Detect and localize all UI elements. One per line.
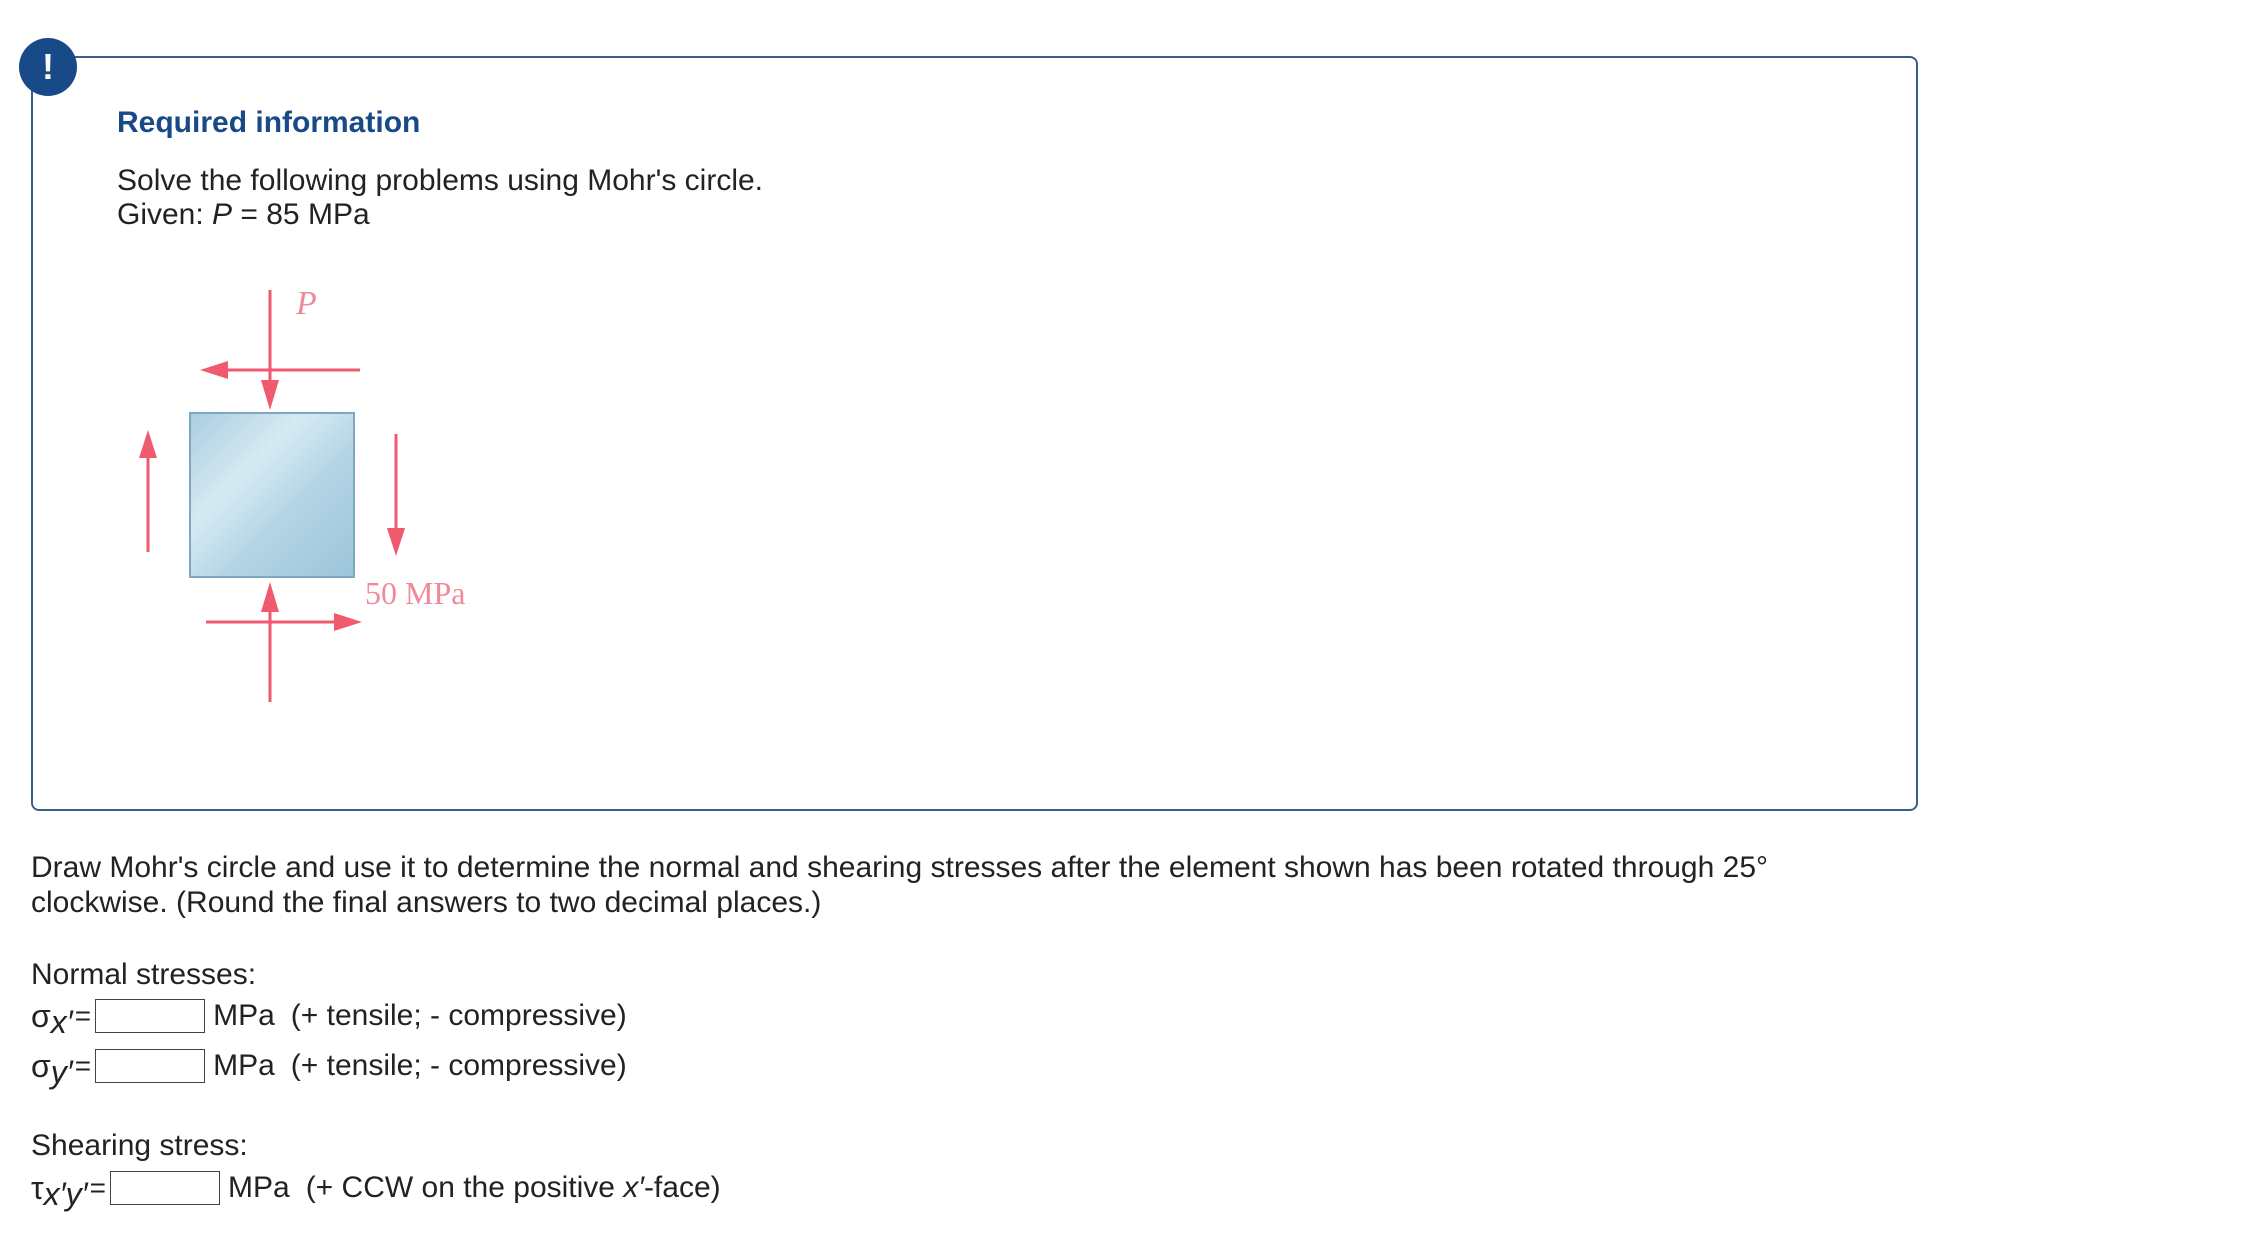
tau-letter: τ <box>31 1169 44 1206</box>
tau-xy-row <box>31 1168 721 1212</box>
sigma-y-letter: σ <box>31 1047 51 1084</box>
sigma-x-letter: σ <box>31 997 51 1034</box>
stress-element-block <box>190 413 354 577</box>
tau-xy-subscript: x′y′ <box>43 1175 88 1212</box>
tau-xy-equals: = <box>89 1172 106 1203</box>
top-load-arrow <box>261 290 279 410</box>
sigma-x-input[interactable] <box>95 999 205 1033</box>
top-shear-arrow <box>200 361 360 379</box>
info-title: Required information <box>117 106 421 139</box>
tau-xy-input[interactable] <box>110 1171 220 1205</box>
info-instruction: Solve the following problems using Mohr's circle. <box>117 164 764 197</box>
sigma-y-row <box>31 1046 627 1090</box>
sigma-x-equals: = <box>74 1000 92 1031</box>
question-text: Draw Mohr's circle and use it to determine the normal and shearing stresses after the element shown has been rotated through 25° clockwise. (Round the final answers to two decimal places.) <box>31 851 1768 919</box>
sigma-y-note: (+ tensile; - compressive) <box>290 1049 627 1082</box>
given-variable: P <box>212 198 233 231</box>
sigma-x-row <box>31 996 627 1040</box>
normal-stresses-label: Normal stresses: <box>31 958 257 991</box>
tau-xy-note <box>306 1171 721 1205</box>
tau-xy-symbol <box>31 1169 88 1212</box>
sigma-x-note: (+ tensile; - compressive) <box>290 999 627 1032</box>
bottom-shear-arrow <box>206 613 362 631</box>
load-label: P <box>296 285 317 322</box>
sigma-y-equals: = <box>74 1050 92 1081</box>
tau-note-variable: x′ <box>623 1171 644 1204</box>
stress-element-figure <box>130 270 510 720</box>
sigma-x-unit: MPa <box>213 999 275 1032</box>
bottom-load-arrow <box>261 582 279 702</box>
sigma-y-symbol <box>31 1047 73 1090</box>
given-value: = 85 MPa <box>232 198 370 231</box>
shearing-stress-label: Shearing stress: <box>31 1129 248 1162</box>
sigma-y-input[interactable] <box>95 1049 205 1083</box>
shear-magnitude-label: 50 MPa <box>365 575 466 611</box>
right-shear-arrow <box>387 434 405 556</box>
sigma-x-subscript: x′ <box>50 1003 73 1040</box>
sigma-y-subscript: y′ <box>50 1053 73 1090</box>
tau-note-suffix: -face) <box>643 1171 721 1204</box>
given-prefix: Given: <box>117 198 213 231</box>
left-shear-arrow <box>139 430 157 552</box>
info-given <box>117 198 370 232</box>
sigma-y-unit: MPa <box>213 1049 275 1082</box>
alert-icon: ! <box>19 38 77 96</box>
tau-note-prefix: (+ CCW on the positive <box>305 1171 624 1204</box>
sigma-x-symbol <box>31 997 73 1040</box>
stress-element-diagram <box>130 270 510 720</box>
tau-xy-unit: MPa <box>228 1171 290 1204</box>
